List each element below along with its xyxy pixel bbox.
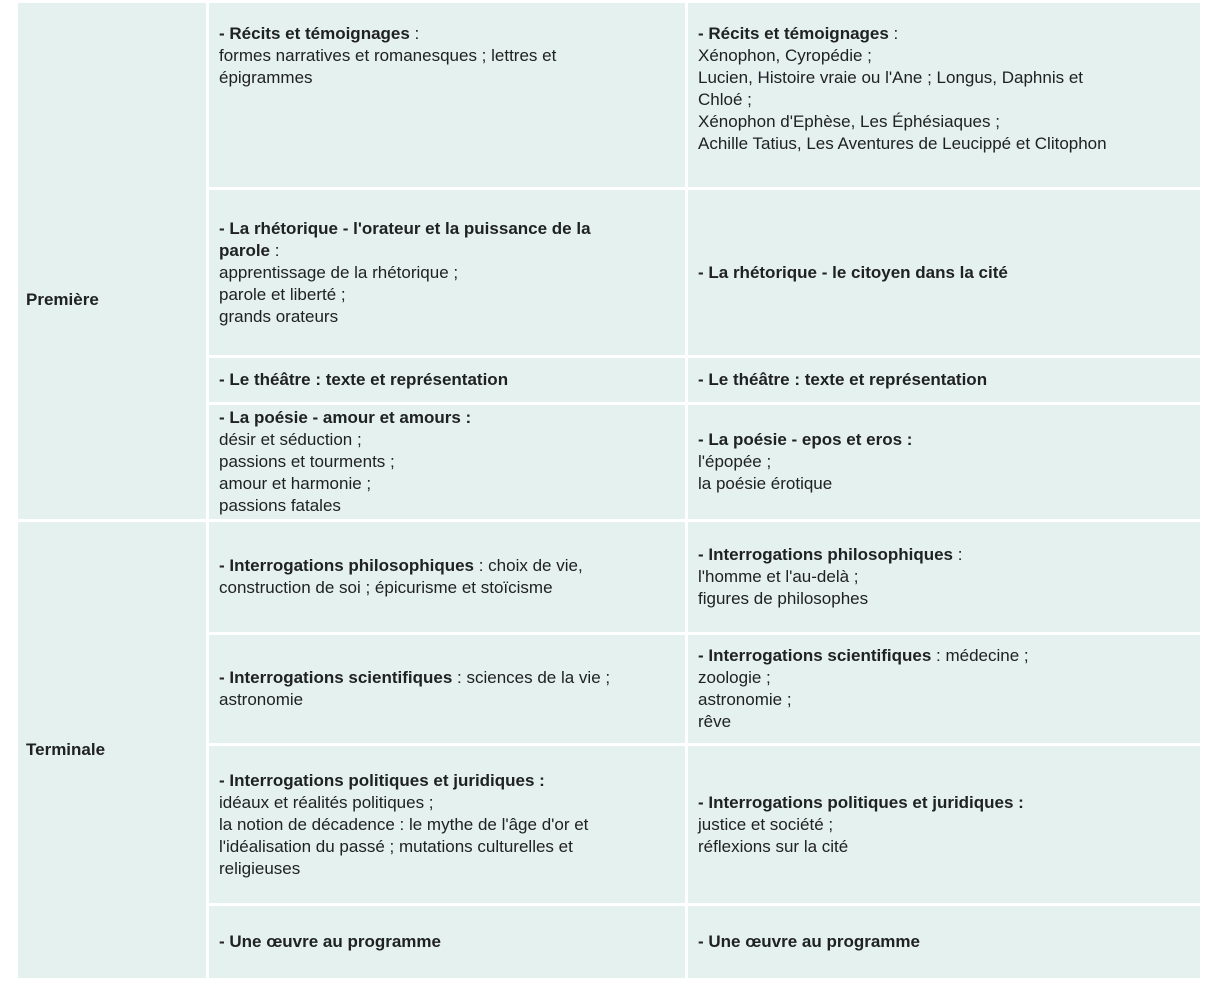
content-cell-middle: [209, 3, 685, 187]
text-segment: astronomie: [219, 690, 304, 709]
content-cell-right: [688, 190, 1200, 355]
text-segment: grands orateurs: [219, 306, 339, 326]
text-segment: désir et séduction ;: [219, 430, 362, 449]
text-segment: religieuses: [219, 858, 301, 878]
content-cell-middle: [209, 635, 685, 743]
text-segment: - Interrogations scientifiques: [698, 646, 932, 665]
text-segment: - Interrogations philosophiques: [698, 545, 953, 564]
text-segment: réflexions sur la cité: [698, 836, 849, 856]
text-segment: zoologie ;: [698, 668, 771, 687]
text-segment: - Interrogations politiques et juridiques :: [698, 792, 1024, 812]
content-cell-right: [688, 522, 1200, 632]
text-segment: - La rhétorique - l'orateur et la puissance de la: [219, 218, 591, 238]
content-cell-middle: [209, 190, 685, 355]
content-cell-middle: [209, 405, 685, 519]
curriculum-table: [15, 0, 1203, 981]
text-segment: Chloé ;: [698, 90, 752, 109]
table-row: [18, 522, 1200, 632]
text-segment: épigrammes: [219, 68, 313, 87]
text-segment: - Une œuvre au programme: [219, 932, 441, 951]
text-segment: formes narratives et romanesques ; lettres et: [219, 46, 557, 65]
text-segment: Xénophon, Cyropédie ;: [698, 46, 872, 65]
content-cell-middle: [209, 522, 685, 632]
text-segment: - La rhétorique - le citoyen dans la cité: [698, 262, 1008, 282]
text-segment: :: [270, 240, 280, 260]
text-segment: - Interrogations scientifiques: [219, 668, 453, 687]
text-segment: Lucien, Histoire vraie ou l'Ane ; Longus, Daphnis et: [698, 68, 1084, 87]
text-segment: construction de soi ; épicurisme et stoïcisme: [219, 578, 553, 597]
content-cell-right: [688, 635, 1200, 743]
text-segment: parole: [219, 240, 271, 260]
text-segment: parole et liberté ;: [219, 284, 346, 304]
content-cell-middle: [209, 906, 685, 978]
content-cell-middle: [209, 746, 685, 903]
text-segment: : choix de vie,: [474, 556, 583, 575]
text-segment: : sciences de la vie ;: [452, 668, 611, 687]
table-row: [18, 3, 1200, 187]
text-segment: la notion de décadence : le mythe de l'âge d'or et: [219, 814, 589, 834]
content-cell-right: [688, 358, 1200, 402]
text-segment: passions et tourments ;: [219, 452, 395, 471]
text-segment: rêve: [698, 712, 732, 731]
text-segment: - Interrogations philosophiques: [219, 556, 474, 575]
text-segment: :: [953, 545, 963, 564]
text-segment: - Le théâtre : texte et représentation: [219, 370, 509, 389]
text-segment: passions fatales: [219, 496, 341, 515]
text-segment: idéaux et réalités politiques ;: [219, 792, 434, 812]
text-segment: l'épopée ;: [698, 452, 772, 471]
content-cell-right: [688, 405, 1200, 519]
content-cell-middle: [209, 358, 685, 402]
curriculum-table-body: [18, 3, 1200, 978]
content-cell-right: [688, 906, 1200, 978]
text-segment: - Récits et témoignages: [219, 24, 410, 43]
text-segment: astronomie ;: [698, 690, 792, 709]
text-segment: - Récits et témoignages: [698, 24, 889, 43]
content-cell-right: [688, 746, 1200, 903]
text-segment: la poésie érotique: [698, 474, 833, 493]
content-cell-right: [688, 3, 1200, 187]
text-segment: - Le théâtre : texte et représentation: [698, 370, 988, 389]
text-segment: apprentissage de la rhétorique ;: [219, 262, 459, 282]
text-segment: - Une œuvre au programme: [698, 932, 920, 951]
text-segment: - La poésie - amour et amours :: [219, 408, 472, 427]
text-segment: :: [888, 24, 899, 43]
row-group-label: Terminale: [18, 522, 206, 978]
text-segment: l'idéalisation du passé ; mutations culturelles et: [219, 836, 573, 856]
text-segment: - La poésie - epos et eros :: [698, 430, 913, 449]
text-segment: figures de philosophes: [698, 589, 869, 608]
text-segment: Xénophon d'Ephèse, Les Éphésiaques ;: [698, 112, 1000, 131]
text-segment: justice et société ;: [698, 814, 834, 834]
text-segment: amour et harmonie ;: [219, 474, 372, 493]
text-segment: - Interrogations politiques et juridiques :: [219, 770, 545, 790]
text-segment: Achille Tatius, Les Aventures de Leucippé et Clitophon: [698, 134, 1107, 153]
text-segment: : médecine ;: [931, 646, 1029, 665]
row-group-label: Première: [18, 3, 206, 519]
text-segment: :: [409, 24, 420, 43]
text-segment: l'homme et l'au-delà ;: [698, 567, 859, 586]
